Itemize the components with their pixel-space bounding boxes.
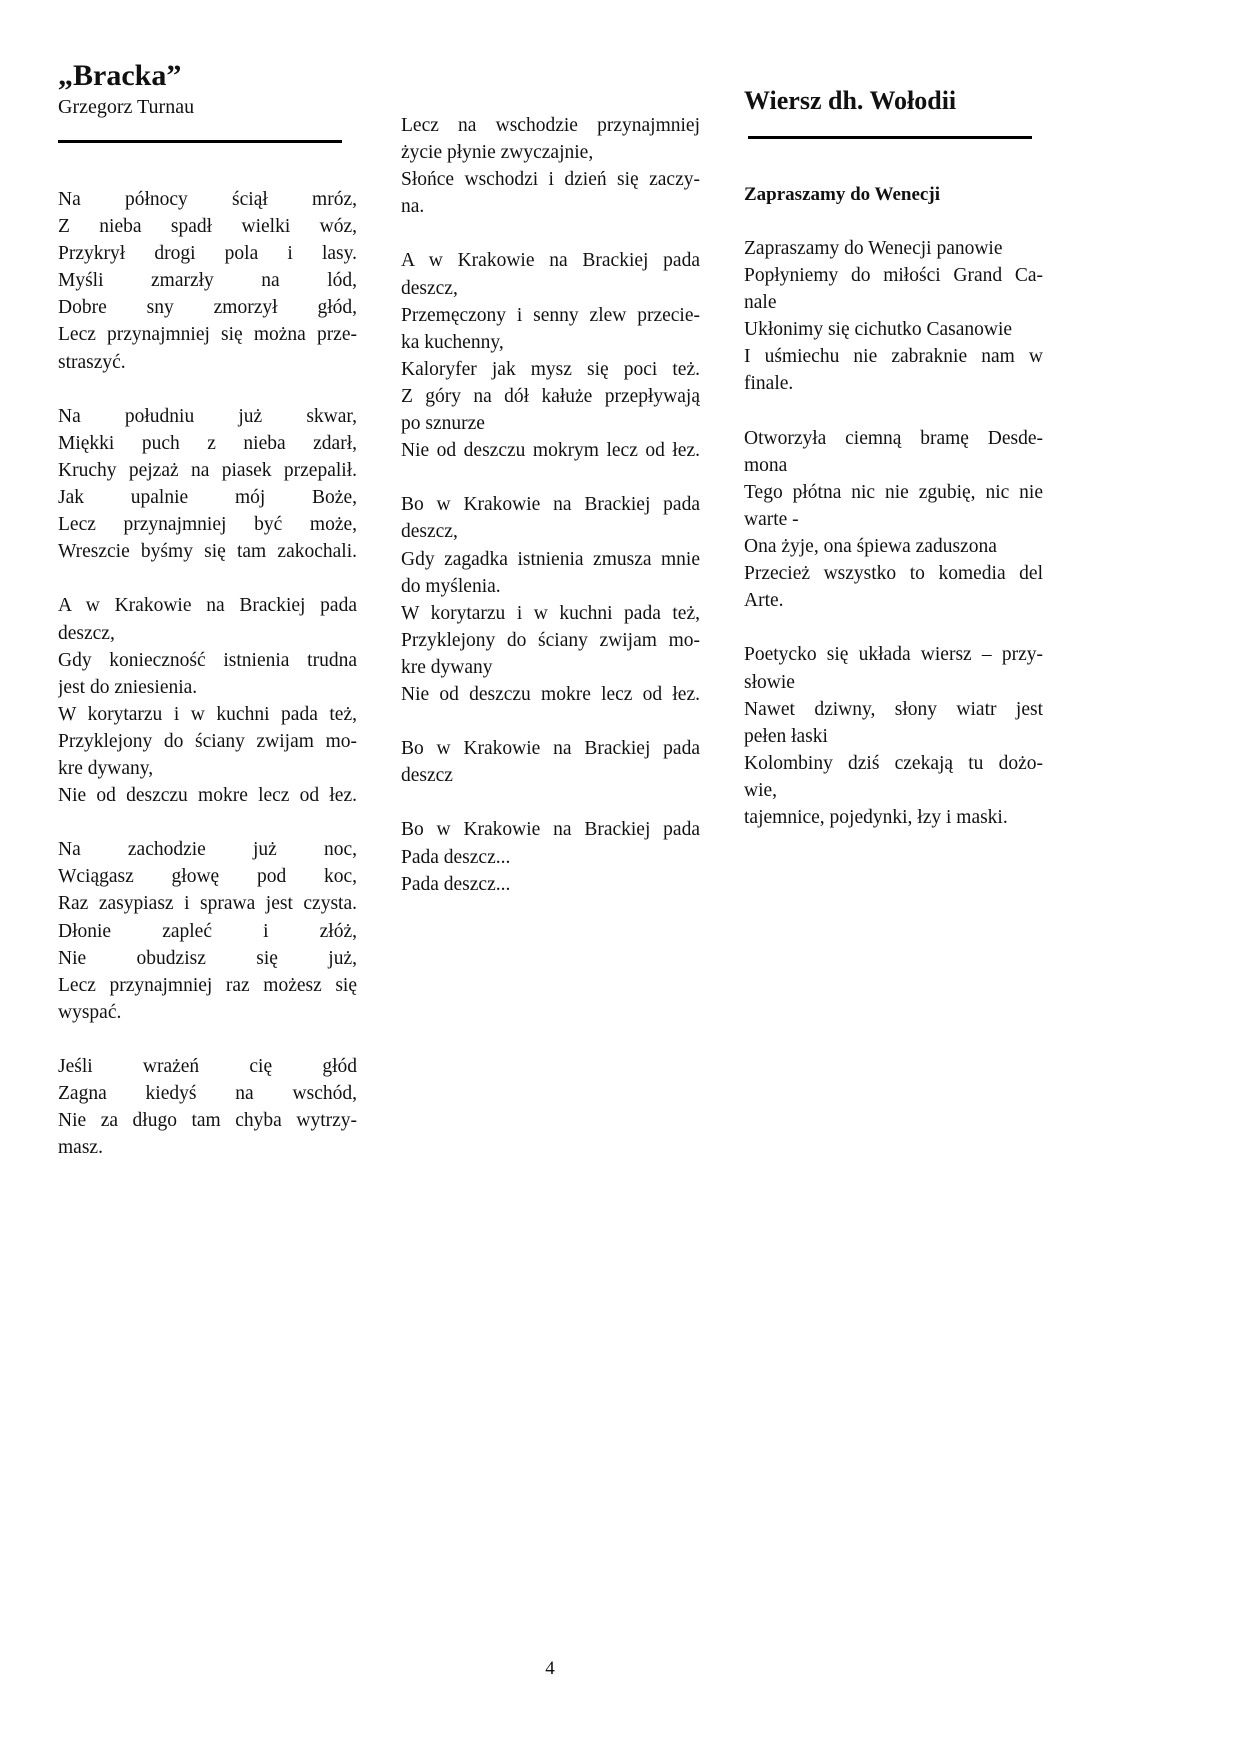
poem-bracka-continued-column bbox=[401, 112, 700, 898]
verse-line: Bo w Krakowie na Brackiej pada bbox=[401, 738, 700, 760]
verse-line: deszcz, bbox=[401, 521, 458, 543]
verse-line: warte - bbox=[744, 508, 799, 530]
verse-line: Dobre sny zmorzył głód, bbox=[58, 297, 357, 319]
stanza-gap bbox=[58, 565, 357, 592]
verse-line: Przemęczony i senny zlew przecie- bbox=[401, 304, 700, 326]
verse-line: finale. bbox=[744, 373, 794, 395]
stanza-gap bbox=[401, 220, 700, 247]
verse-line: Z góry na dół kałuże przepływają bbox=[401, 385, 700, 407]
verse-line: Nie od deszczu mokre lecz od łez. bbox=[58, 785, 357, 807]
verse-line: Na południu już skwar, bbox=[58, 405, 357, 427]
verse-line: deszcz bbox=[401, 765, 453, 787]
verse-line: Tego płótna nic nie zgubię, nic nie bbox=[744, 481, 1043, 503]
verse-line: Ona żyje, ona śpiewa zaduszona bbox=[744, 536, 997, 558]
stanza bbox=[58, 403, 357, 566]
verse-line: Jak upalnie mój Boże, bbox=[58, 487, 357, 509]
stanza bbox=[744, 235, 1043, 398]
stanza-gap bbox=[744, 398, 1043, 425]
stanza-gap bbox=[401, 708, 700, 735]
verse-line: Nie obudzisz się już, bbox=[58, 947, 357, 969]
verse-line: Nie od deszczu mokre lecz od łez. bbox=[401, 683, 700, 705]
verse-line: Bo w Krakowie na Brackiej pada bbox=[401, 819, 700, 841]
stanza bbox=[401, 112, 700, 220]
verse-line: deszcz, bbox=[401, 277, 458, 299]
verse-line: Jeśli wrażeń cię głód bbox=[58, 1056, 357, 1077]
verse-line: wyspać. bbox=[58, 1001, 122, 1023]
verse-line: kre dywany, bbox=[58, 757, 154, 779]
verse-line: jest do zniesienia. bbox=[58, 676, 198, 698]
poem-body bbox=[744, 235, 1043, 831]
verse-line: do myślenia. bbox=[401, 575, 501, 597]
verse-line: Przyklejony do ściany zwijam mo- bbox=[401, 629, 700, 651]
stanza-gap bbox=[401, 464, 700, 491]
verse-line: Zapraszamy do Wenecji panowie bbox=[744, 238, 1003, 259]
verse-line: Lecz przynajmniej raz możesz się bbox=[58, 974, 357, 996]
verse-line: Lecz przynajmniej się można prze- bbox=[58, 324, 357, 346]
stanza bbox=[58, 1053, 357, 1161]
verse-line: A w Krakowie na Brackiej pada bbox=[58, 595, 357, 617]
stanza-gap bbox=[744, 614, 1043, 641]
verse-line: po sznurze bbox=[401, 413, 485, 435]
verse-line: Nie za długo tam chyba wytrzy- bbox=[58, 1110, 357, 1132]
poem-title: „Bracka” bbox=[58, 59, 182, 92]
stanza-gap bbox=[58, 809, 357, 836]
spacer bbox=[744, 208, 1043, 235]
verse-line: Na zachodzie już noc, bbox=[58, 839, 357, 861]
spacer bbox=[744, 139, 1043, 181]
stanza bbox=[58, 592, 357, 809]
verse-line: słowie bbox=[744, 671, 795, 693]
spacer bbox=[58, 143, 357, 186]
page-number: 4 bbox=[545, 1658, 555, 1679]
stanza bbox=[401, 816, 700, 897]
verse-line: W korytarzu i w kuchni pada też, bbox=[58, 703, 357, 725]
verse-line: Bo w Krakowie na Brackiej pada bbox=[401, 494, 700, 516]
verse-line: Dłonie zapleć i złóż, bbox=[58, 920, 357, 942]
verse-line: na. bbox=[401, 196, 425, 218]
verse-line: masz. bbox=[58, 1137, 103, 1159]
stanza bbox=[401, 491, 700, 708]
verse-line: Nie od deszczu mokrym lecz od łez. bbox=[401, 440, 700, 462]
verse-line: straszyć. bbox=[58, 351, 126, 373]
verse-line: Słońce wschodzi i dzień się zaczy- bbox=[401, 169, 700, 191]
verse-line: tajemnice, pojedynki, łzy i maski. bbox=[744, 806, 1008, 828]
poem-body bbox=[401, 112, 700, 898]
verse-line: I uśmiechu nie zabraknie nam w bbox=[744, 346, 1043, 368]
verse-line: Kaloryfer jak mysz się poci też. bbox=[401, 358, 700, 380]
stanza-gap bbox=[401, 789, 700, 816]
poem-author: Grzegorz Turnau bbox=[58, 96, 195, 118]
verse-line: Wciągasz głowę pod koc, bbox=[58, 866, 357, 888]
verse-line: deszcz, bbox=[58, 622, 115, 644]
verse-line: Popłyniemy do miłości Grand Ca- bbox=[744, 265, 1043, 287]
verse-line: kre dywany bbox=[401, 656, 493, 678]
verse-line: A w Krakowie na Brackiej pada bbox=[401, 250, 700, 272]
verse-line: Poetycko się układa wiersz – przy- bbox=[744, 644, 1043, 666]
verse-line: Na północy ściął mróz, bbox=[58, 189, 357, 210]
verse-line: Ukłonimy się cichutko Casanowie bbox=[744, 319, 1013, 341]
stanza bbox=[744, 425, 1043, 615]
stanza bbox=[401, 247, 700, 464]
verse-line: Zagna kiedyś na wschód, bbox=[58, 1083, 357, 1105]
verse-line: Arte. bbox=[744, 590, 784, 612]
stanza-gap bbox=[58, 1026, 357, 1053]
verse-line: Gdy zagadka istnienia zmusza mnie bbox=[401, 548, 700, 570]
section-title: Wiersz dh. Wołodii bbox=[744, 86, 957, 115]
verse-line: życie płynie zwyczajnie, bbox=[401, 142, 594, 164]
verse-line: W korytarzu i w kuchni pada też, bbox=[401, 602, 700, 624]
verse-line: Przyklejony do ściany zwijam mo- bbox=[58, 730, 357, 752]
verse-line: Wreszcie byśmy się tam zakochali. bbox=[58, 541, 357, 563]
verse-line: ka kuchenny, bbox=[401, 331, 504, 353]
poem-bracka-column bbox=[58, 58, 357, 1161]
verse-line: Pada deszcz... bbox=[401, 873, 511, 895]
verse-line: Lecz przynajmniej być może, bbox=[58, 514, 357, 536]
verse-line: Z nieba spadł wielki wóz, bbox=[58, 216, 357, 238]
verse-line: Nawet dziwny, słony wiatr jest bbox=[744, 698, 1043, 720]
verse-line: Raz zasypiasz i sprawa jest czysta. bbox=[58, 893, 357, 915]
poem-body bbox=[58, 186, 357, 1161]
stanza bbox=[401, 735, 700, 789]
verse-line: Otworzyła ciemną bramę Desde- bbox=[744, 427, 1043, 449]
stanza bbox=[744, 641, 1043, 831]
verse-line: wie, bbox=[744, 779, 778, 801]
stanza-gap bbox=[58, 376, 357, 403]
verse-line: nale bbox=[744, 292, 777, 314]
verse-line: Gdy konieczność istnienia trudna bbox=[58, 649, 357, 671]
verse-line: Przykrył drogi pola i lasy. bbox=[58, 243, 357, 265]
verse-line: Myśli zmarzły na lód, bbox=[58, 270, 357, 292]
poem-wolodia-column bbox=[744, 84, 1043, 831]
stanza bbox=[58, 186, 357, 376]
poem-title: Zapraszamy do Wenecji bbox=[744, 184, 940, 205]
verse-line: Pada deszcz... bbox=[401, 846, 511, 868]
verse-line: Lecz na wschodzie przynajmniej bbox=[401, 115, 700, 136]
verse-line: Przecież wszystko to komedia del bbox=[744, 563, 1043, 585]
verse-line: pełen łaski bbox=[744, 725, 828, 747]
stanza bbox=[58, 836, 357, 1026]
verse-line: Miękki puch z nieba zdarł, bbox=[58, 432, 357, 454]
verse-line: Kolombiny dziś czekają tu dożo- bbox=[744, 752, 1043, 774]
verse-line: Kruchy pejzaż na piasek przepalił. bbox=[58, 459, 357, 481]
verse-line: mona bbox=[744, 454, 788, 476]
